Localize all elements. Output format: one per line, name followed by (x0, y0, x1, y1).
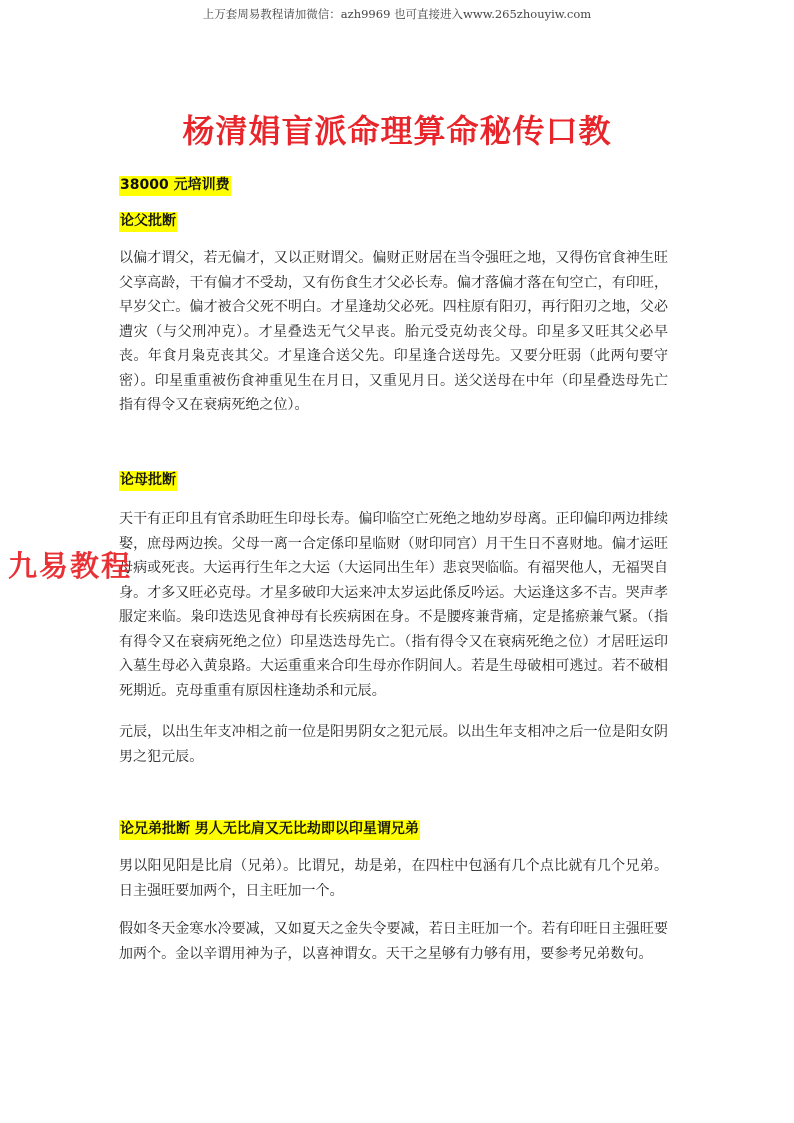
document-title: 杨清娟盲派命理算命秘传口教 (182, 112, 612, 150)
mother-paragraph-2: 元辰，以出生年支冲相之前一位是阳男阴女之犯元辰。以出生年支相冲之后一位是阳女阴男之犯元辰。 (119, 724, 668, 765)
siblings-paragraph-2: 假如冬天金寒水冷要减，又如夏天之金失令要减，若日主旺加一个。若有印旺日主强旺要加两个。金以辛谓用神为子，以喜神谓女。天干之星够有力够有用，要参考兄弟数句。 (119, 921, 668, 962)
father-paragraph: 以偏才谓父，若无偏才，又以正财谓父。偏财正财居在当令强旺之地，又得伤官食神生旺父享高龄，干有偏才不受劫，又有伤食生才父必长寿。偏才落偏才落在旬空亡，有印旺，早岁父亡。偏才被合父死不明白。才星逢劫父必死。四柱原有阳刃，再行阳刃之地，父必遭灾（与父刑冲克）。才星叠迭无气父早丧。胎元受克幼丧父母。印星多又旺其父必早丧。年食月枭克丧其父。才星逢合送父先。印星逢合送母先。又要分旺弱（此两句要守密）。印星重重被伤食神重见生在月日，又重见月日。送父送母在中年（印星叠迭母先亡指有得令又在衰病死绝之位）。 (119, 250, 668, 413)
siblings-paragraph-1: 男以阳见阳是比肩（兄弟）。比谓兄，劫是弟，在四柱中包涵有几个点比就有几个兄弟。日主强旺要加两个，日主旺加一个。 (119, 858, 668, 899)
section-heading-mother (119, 467, 177, 493)
section-heading-father (119, 208, 177, 234)
fee-label (119, 172, 231, 198)
section-heading-text: 论父批断 (119, 212, 177, 232)
section-heading-text: 论母批断 (119, 471, 177, 491)
fee-label-text: 38000 元培训费 (119, 176, 231, 196)
watermark-text: 九易教程 (8, 549, 133, 583)
section-heading-text: 论兄弟批断 男人无比肩又无比劫即以印星谓兄弟 (119, 820, 420, 840)
page-header-text: 上万套周易教程请加微信：azh9969 也可直接进入www.265zhouyiw.com (202, 7, 592, 21)
mother-paragraph-1: 天干有正印且有官杀助旺生印母长寿。偏印临空亡死绝之地幼岁母离。正印偏印两边排续娶，庶母两边挨。父母一离一合定係印星临财（财印同宫）月干生日不喜财地。偏才运旺母病或死丧。大运再行生年之大运（大运同出生年）悲哀哭临临。有福哭他人，无福哭自身。才多又旺必克母。才星多破印大运来冲太岁运此係反吟运。大运逢这多不吉。哭声孝服定来临。枭印迭迭见食神母有长疾病困在身。不是腰疼兼背痛，定是搖瘀兼气紧。（指有得令又在衰病死绝之位）印星迭迭母先亡。（指有得令又在衰病死绝之位）才居旺运印入墓生母必入黄泉路。大运重重来合印生母亦作阴间人。若是生母破相可逃过。若不破相死期近。克母重重有原因柱逢劫杀和元辰。 (119, 511, 668, 699)
section-heading-siblings (119, 816, 420, 842)
